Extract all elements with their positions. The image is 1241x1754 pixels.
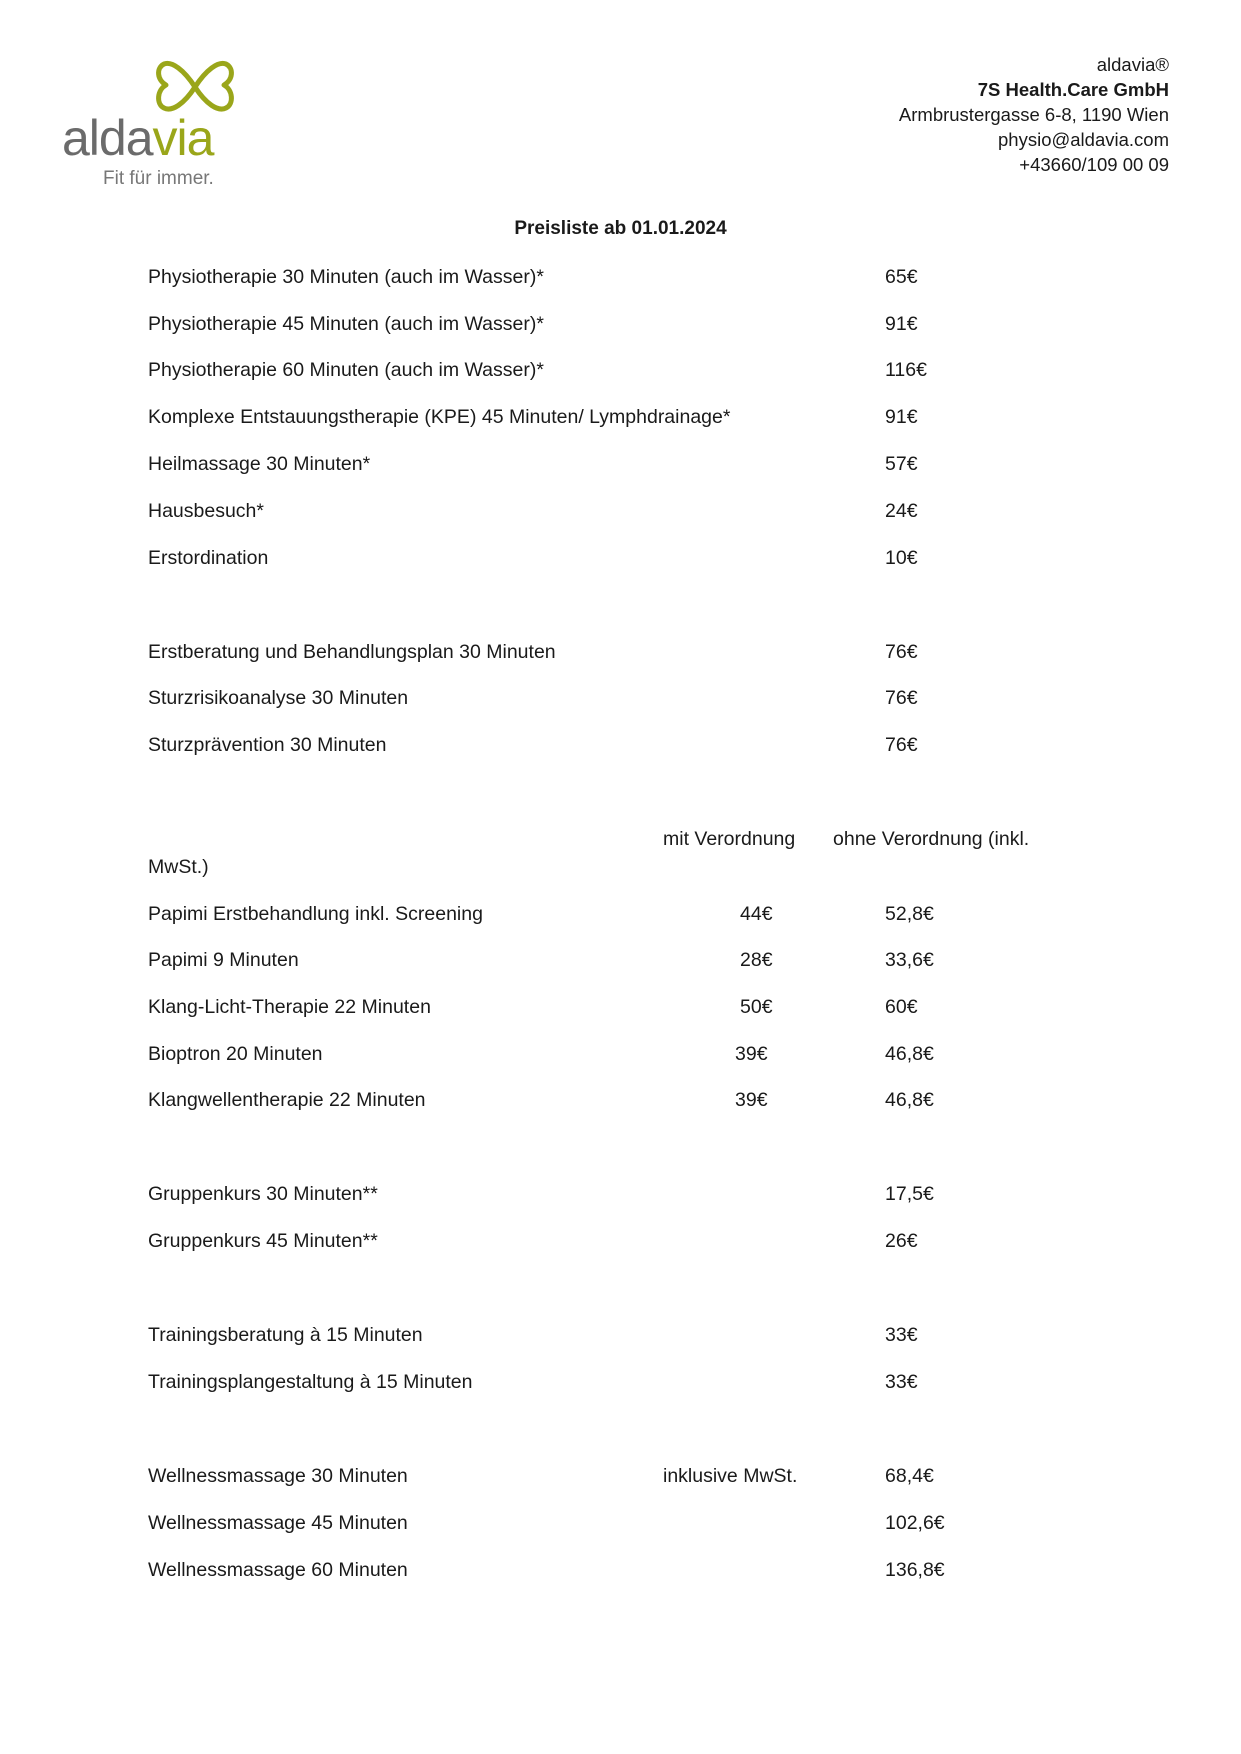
service-label: Klang-Licht-Therapie 22 Minuten [148,996,431,1018]
company-brand-line: aldavia® [1096,54,1169,75]
price-ohne-verordnung: 52,8€ [885,903,934,925]
page-title: Preisliste ab 01.01.2024 [514,218,727,239]
service-price: 33€ [885,1371,918,1393]
service-label: Erstordination [148,547,269,569]
price-ohne-verordnung: 60€ [885,996,918,1018]
price-row [0,1085,1241,1115]
service-price: 24€ [885,500,918,522]
price-row [0,683,1241,713]
service-price: 10€ [885,547,918,569]
price-ohne-verordnung: 46,8€ [885,1043,934,1065]
company-address-block [899,52,1169,177]
service-label: Trainingsplangestaltung à 15 Minuten [148,1371,473,1393]
service-label: Komplexe Entstauungstherapie (KPE) 45 Minuten/ Lymphdrainage* [148,406,731,428]
service-label: Sturzrisikoanalyse 30 Minuten [148,687,409,709]
service-price: 116€ [885,359,927,381]
service-label: Erstberatung und Behandlungsplan 30 Minuten [148,641,556,663]
price-row [0,262,1241,292]
service-price: 33€ [885,1324,918,1346]
column-header-ohne-verordnung: ohne Verordnung (inkl. [833,828,1030,850]
price-mit-verordnung: 44€ [740,903,773,925]
vat-note: inklusive MwSt. [663,1465,798,1487]
column-header-wrap: MwSt.) [148,856,209,878]
price-row [0,543,1241,573]
price-row [0,637,1241,667]
company-name: 7S Health.Care GmbH [977,79,1169,100]
service-price: 136,8€ [885,1559,945,1581]
price-row [0,449,1241,479]
service-price: 68,4€ [885,1465,934,1487]
service-label: Wellnessmassage 45 Minuten [148,1512,408,1534]
service-price: 91€ [885,406,918,428]
price-row [0,1039,1241,1069]
service-label: Bioptron 20 Minuten [148,1043,323,1065]
service-label: Wellnessmassage 30 Minuten [148,1465,408,1487]
price-row [0,402,1241,432]
logo-tagline: Fit für immer. [103,168,214,189]
service-price: 91€ [885,313,918,335]
logo-wordmark [62,108,213,168]
service-price: 76€ [885,734,918,756]
price-row [0,992,1241,1022]
price-row [0,355,1241,385]
column-header-row [0,824,1241,854]
price-mit-verordnung: 39€ [735,1043,768,1065]
price-row [0,1555,1241,1585]
service-label: Trainingsberatung à 15 Minuten [148,1324,423,1346]
price-ohne-verordnung: 33,6€ [885,949,934,971]
company-address: Armbrustergasse 6-8, 1190 Wien [898,104,1169,125]
service-price: 76€ [885,687,918,709]
service-price: 17,5€ [885,1183,934,1205]
service-label: Heilmassage 30 Minuten* [148,453,371,475]
price-mit-verordnung: 28€ [740,949,773,971]
service-label: Physiotherapie 30 Minuten (auch im Wasser)* [148,266,544,288]
service-label: Papimi 9 Minuten [148,949,299,971]
service-label: Gruppenkurs 30 Minuten** [148,1183,378,1205]
price-ohne-verordnung: 46,8€ [885,1089,934,1111]
price-row [0,945,1241,975]
price-row [0,730,1241,760]
service-label: Papimi Erstbehandlung inkl. Screening [148,903,483,925]
price-row [0,1508,1241,1538]
service-label: Hausbesuch* [148,500,264,522]
service-price: 57€ [885,453,918,475]
service-price: 76€ [885,641,918,663]
service-label: Sturzprävention 30 Minuten [148,734,387,756]
price-mit-verordnung: 39€ [735,1089,768,1111]
logo-word-part1: alda [62,110,153,166]
price-row [0,1226,1241,1256]
price-row [0,309,1241,339]
service-price: 65€ [885,266,918,288]
service-label: Physiotherapie 45 Minuten (auch im Wasser)* [148,313,544,335]
price-row [0,1461,1241,1491]
service-label: Klangwellentherapie 22 Minuten [148,1089,426,1111]
logo-word-part2: via [152,110,214,166]
service-price: 26€ [885,1230,918,1252]
service-label: Wellnessmassage 60 Minuten [148,1559,408,1581]
company-phone: +43660/109 00 09 [1019,154,1169,175]
service-label: Gruppenkurs 45 Minuten** [148,1230,378,1252]
company-email: physio@aldavia.com [998,129,1169,150]
price-row [0,1367,1241,1397]
column-header-wrap-row [0,852,1241,882]
price-row [0,1320,1241,1350]
price-row [0,496,1241,526]
aldavia-logo [62,58,252,189]
price-row [0,899,1241,929]
service-price: 102,6€ [885,1512,945,1534]
service-label: Physiotherapie 60 Minuten (auch im Wasser)* [148,359,544,381]
column-header-mit-verordnung: mit Verordnung [663,828,796,850]
price-row [0,1179,1241,1209]
price-mit-verordnung: 50€ [740,996,773,1018]
